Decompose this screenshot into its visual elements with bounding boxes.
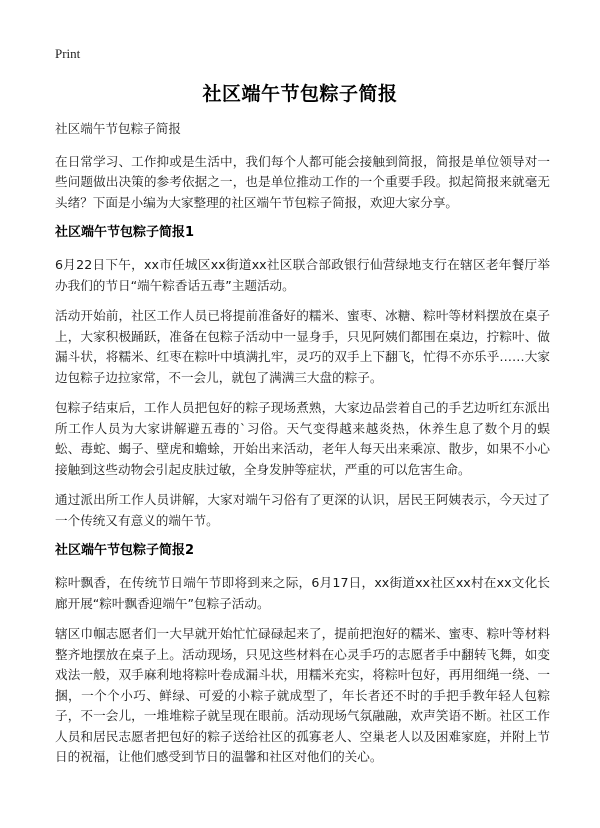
intro-paragraph: 在日常学习、工作抑或是生活中，我们每个人都可能会接触到简报，简报是单位领导对一些问题做出决策的参考依据之一，也是单位推动工作的一个重要手段。拟起简报来就毫无头绪？下面是小编为大家整理的社区端午节包粽子简报，欢迎大家分享。 <box>55 153 550 210</box>
document-title: 社区端午节包粽子简报 <box>202 83 398 105</box>
document-subtitle: 社区端午节包粽子简报 <box>55 121 181 136</box>
section-heading-2: 社区端午节包粽子简报2 <box>55 543 195 558</box>
section-1-paragraph-2: 活动开始前，社区工作人员已将提前准备好的糯米、蜜枣、冰糖、粽叶等材料摆放在桌子上，大家积极踊跃，准备在包粽子活动中一显身手，只见阿姨们都围在桌边，拧粽叶、做漏斗状，将糯米、红枣在粽叶中填满扎牢，灵巧的双手上下翻飞，忙得不亦乐乎……大家边包粽子边拉家常，不一会儿，就包了满满三大盘的粽子。 <box>55 308 550 385</box>
section-1-paragraph-1: 6月22日下午，xx市任城区xx街道xx社区联合部政银行仙营绿地支行在辖区老年餐厅举办我们的节日“端午粽香话五毒”主题活动。 <box>55 257 550 293</box>
document-body <box>55 119 550 778</box>
section-1-paragraph-4: 通过派出所工作人员讲解，大家对端午习俗有了更深的认识，居民王阿姨表示，今天过了一个传统又有意义的端午节。 <box>55 492 550 528</box>
section-heading-1: 社区端午节包粽子简报1 <box>55 225 195 240</box>
print-link[interactable]: Print <box>55 46 81 61</box>
section-2-paragraph-2: 辖区巾帼志愿者们一大早就开始忙忙碌碌起来了，提前把泡好的糯米、蜜枣、粽叶等材料整齐地摆放在桌子上。活动现场，只见这些材料在心灵手巧的志愿者手中翻转飞舞，如变戏法一般，双手麻利地将粽叶卷成漏斗状，用糯米充实，将粽叶包好，再用细绳一绕、一捆，一个个小巧、鲜绿、可爱的小粽子就成型了，年长者还不时的手把手教年轻人包粽子，不一会儿，一堆堆粽子就呈现在眼前。活动现场气氛融融，欢声笑语不断。社区工作人员和居民志愿者把包好的粽子送给社区的孤寡老人、空巢老人以及困难家庭，并附上节日的祝福，让他们感受到节日的温馨和社区对他们的关心。 <box>55 626 550 764</box>
section-2-paragraph-1: 粽叶飘香，在传统节日端午节即将到来之际，6月17日，xx街道xx社区xx村在xx文化长廊开展“粽叶飘香迎端午”包粽子活动。 <box>55 575 550 611</box>
section-1-paragraph-3: 包粽子结束后，工作人员把包好的粽子现场煮熟，大家边品尝着自己的手艺边听红东派出所工作人员为大家讲解避五毒的`习俗。天气变得越来越炎热，休养生息了数个月的蜈蚣、毒蛇、蝎子、壁虎和蟾蜍，开始出来活动，老年人每天出来乘凉、散步，如果不小心接触到这些动物会引起皮肤过敏，全身发肿等症状，严重的可以危害生命。 <box>55 400 550 477</box>
